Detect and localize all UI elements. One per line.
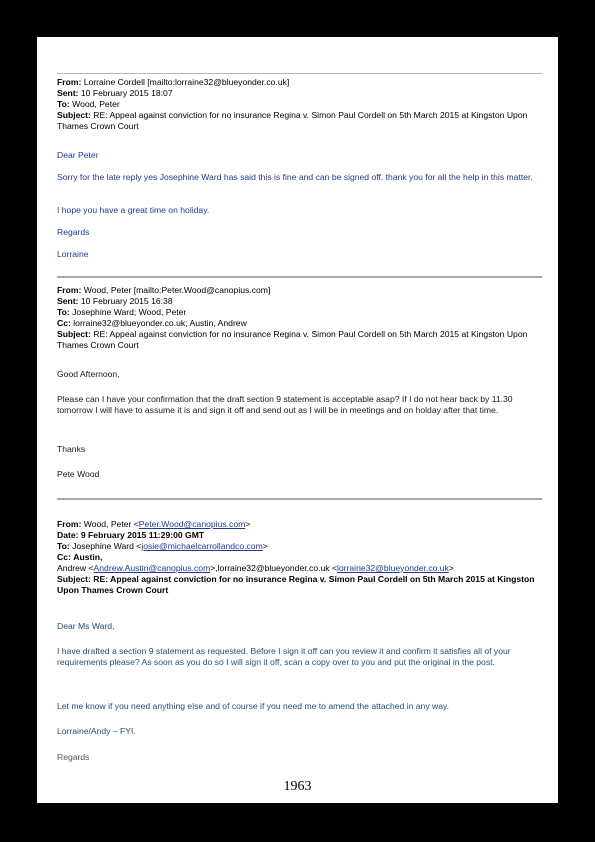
from-label: From: — [57, 77, 82, 87]
email3-header — [57, 519, 542, 596]
subject-label: Subject: — [57, 574, 91, 584]
email1-closing: Regards — [57, 227, 90, 237]
from-email-link[interactable]: Peter.Wood@canopius.com — [138, 519, 246, 529]
email3-body-2: Let me know if you need anything else and of course if you need me to amend the attached in any way. — [57, 701, 450, 711]
subject-label: Subject: — [57, 329, 91, 339]
email1-body: Sorry for the late reply yes Josephine Ward has said this is fine and can be signed off. thank you for all the help in this matter. — [57, 172, 533, 182]
cc-email-link-1[interactable]: Andrew.Austin@canopius.com — [93, 563, 211, 573]
cc2-prefix: Andrew < — [57, 563, 94, 573]
date-value: 9 February 2015 11:29:00 GMT — [80, 530, 205, 540]
email2-closing: Thanks — [57, 444, 86, 454]
email1-greeting: Dear Peter — [57, 150, 99, 160]
email2-body: Please can I have your confirmation that the draft section 9 statement is acceptable asap? If I do not hear back by 11.30 tomorrow I will have to assume it is and sign it off and send out as I will be in meetings and on holday after that time. — [57, 394, 513, 415]
to-label: To: — [57, 99, 70, 109]
email1-header — [57, 77, 542, 132]
cc-label: Cc: — [57, 552, 71, 562]
from-label: From: — [57, 285, 82, 295]
cc-value: Austin, — [73, 552, 103, 562]
cc-email-link-2[interactable]: lorraine32@blueyonder.co.uk — [336, 563, 449, 573]
email1-body-2: I hope you have a great time on holiday. — [57, 205, 210, 215]
subject-value: RE: Appeal against conviction for no insurance Regina v. Simon Paul Cordell on 5th March 2015 at Kingston Upon Thames Crown Court — [57, 110, 528, 131]
cc2-end: > — [448, 563, 454, 573]
sent-label: Sent: — [57, 88, 79, 98]
email2-greeting: Good Afternoon, — [57, 369, 120, 379]
to-label: To: — [57, 307, 70, 317]
separator-line — [57, 73, 542, 74]
page-number: 1963 — [283, 779, 312, 794]
email1-signature: Lorraine — [57, 249, 89, 259]
cc-value: lorraine32@blueyonder.co.uk; Austin, Andrew — [73, 318, 247, 328]
subject-value: RE: Appeal against conviction for no insurance Regina v. Simon Paul Cordell on 5th March 2015 at Kingston Upon Thames Crown Court — [57, 329, 528, 350]
email3-body-3: Lorraine/Andy – FYI. — [57, 726, 136, 736]
to-name: Josephine Ward < — [72, 541, 142, 551]
to-end: > — [262, 541, 268, 551]
email3-closing: Regards — [57, 752, 90, 762]
to-value: Josephine Ward; Wood, Peter — [72, 307, 187, 317]
from-label: From: — [57, 519, 82, 529]
separator-line — [57, 276, 542, 278]
subject-label: Subject: — [57, 110, 91, 120]
email2-header — [57, 285, 542, 351]
from-value: Wood, Peter [mailto:Peter.Wood@canopius.com] — [83, 285, 271, 295]
sent-value: 10 February 2015 16:38 — [80, 296, 173, 306]
email3-body: I have drafted a section 9 statement as requested. Before I sign it off can you review it and confirm it satisfies all of your requirements please? As soon as you do so I will sign it off, scan a copy over to you and put the original in the post. — [57, 646, 511, 667]
sent-label: Sent: — [57, 296, 79, 306]
sent-value: 10 February 2015 18:07 — [80, 88, 173, 98]
from-value: Lorraine Cordell [mailto:lorraine32@blueyonder.co.uk] — [83, 77, 290, 87]
separator-line — [57, 498, 542, 500]
cc-label: Cc: — [57, 318, 71, 328]
email2-signature: Pete Wood — [57, 469, 100, 479]
from-name: Wood, Peter < — [83, 519, 139, 529]
to-label: To: — [57, 541, 70, 551]
subject-value: RE: Appeal against conviction for no insurance Regina v. Simon Paul Cordell on 5th March 2015 at Kingston Upon Thames Crown Court — [57, 574, 535, 595]
cc2-middle: >,lorraine32@blueyonder.co.uk < — [210, 563, 337, 573]
email3-greeting: Dear Ms Ward, — [57, 621, 115, 631]
from-end: > — [245, 519, 251, 529]
to-value: Wood, Peter — [72, 99, 120, 109]
to-email-link[interactable]: josie@michaelcarrollandco.com — [141, 541, 263, 551]
date-label: Date: — [57, 530, 79, 540]
document-page — [37, 37, 558, 803]
